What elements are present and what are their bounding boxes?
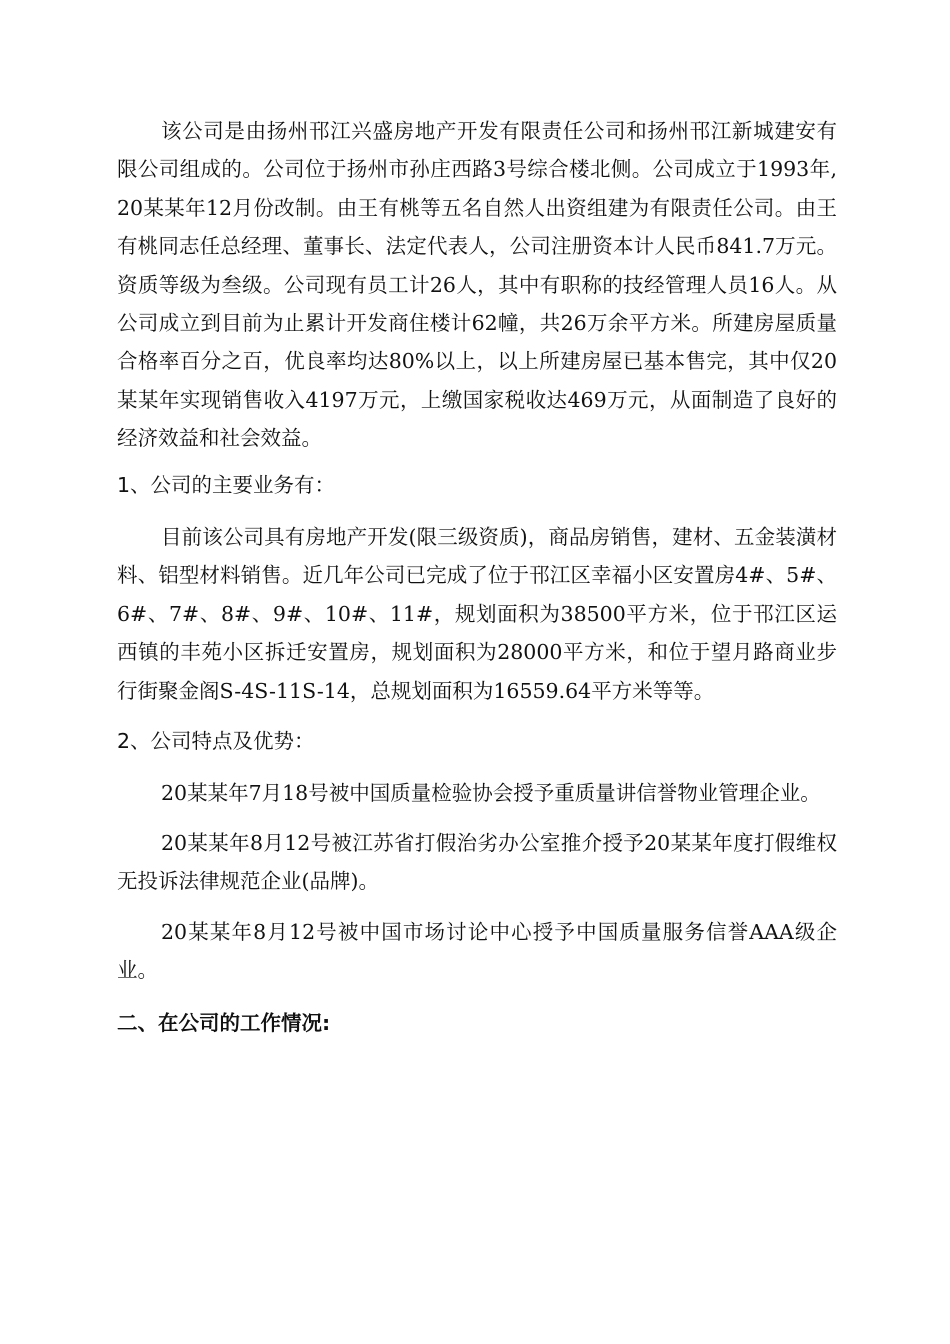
- award-paragraph-1: 20某某年7月18号被中国质量检验协会授予重质量讲信誉物业管理企业。: [161, 780, 821, 805]
- main-business-heading: 1、公司的主要业务有：: [117, 472, 336, 497]
- award-paragraph-2: 20某某年8月12号被江苏省打假治劣办公室推介授予20某某年度打假维权无投诉法律规范企业(品牌)。: [117, 830, 837, 894]
- company-intro-paragraph: 该公司是由扬州邗江兴盛房地产开发有限责任公司和扬州邗江新城建安有限公司组成的。公司位于扬州市孙庄西路3号综合楼北侧。公司成立于1993年,20某某年12月份改制。由王有桃等五名自然人出资组建为有限责任公司。由王有桃同志任总经理、董事长、法定代表人，公司注册资本计人民币841.7万元。资质等级为叁级。公司现有员工计26人，其中有职称的技经管理人员16人。从公司成立到目前为止累计开发商住楼计62幢，共26万余平方米。所建房屋质量合格率百分之百，优良率均达80%以上，以上所建房屋已基本售完，其中仅20某某年实现销售收入4197万元，上缴国家税收达469万元，从面制造了良好的经济效益和社会效益。: [117, 119, 837, 451]
- features-heading: 2、公司特点及优势：: [117, 729, 315, 754]
- award-paragraph-3: 20某某年8月12号被中国市场讨论中心授予中国质量服务信誉AAA级企业。: [117, 919, 837, 983]
- main-business-paragraph: 目前该公司具有房地产开发(限三级资质)，商品房销售，建材、五金装潢材料、铝型材料销售。近几年公司已完成了位于邗江区幸福小区安置房4#、5#、6#、7#、8#、9#、10#、11#，规划面积为38500平方米，位于邗江区运西镇的丰苑小区拆迁安置房，规划面积为28000平方米，和位于望月路商业步行街聚金阁S-4S-11S-14，总规划面积为16559.64平方米等等。: [117, 525, 837, 703]
- document-page: [117, 112, 837, 1042]
- work-situation-heading: 二、在公司的工作情况:: [117, 1010, 331, 1035]
